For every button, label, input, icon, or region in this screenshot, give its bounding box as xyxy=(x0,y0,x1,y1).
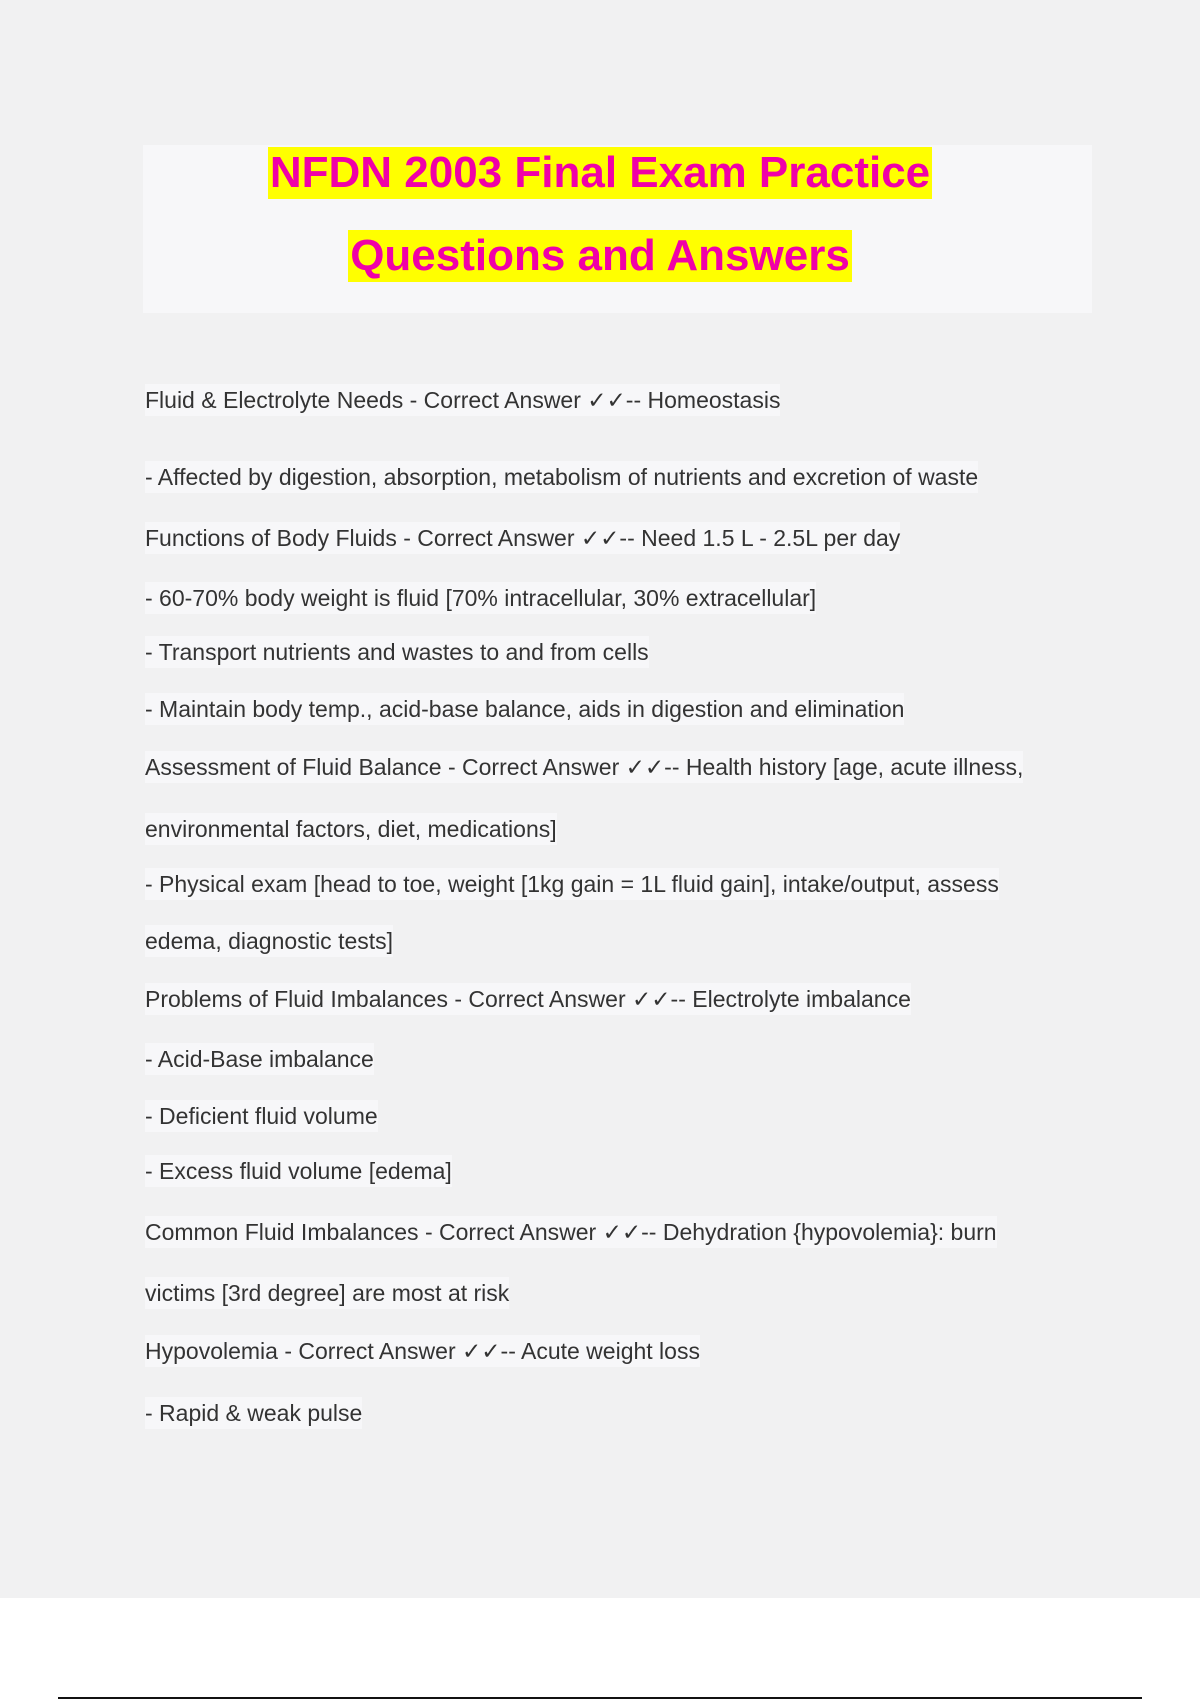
text-line: Problems of Fluid Imbalances - Correct Answer ✓✓-- Electrolyte imbalance xyxy=(145,983,911,1015)
footer-divider xyxy=(58,1697,1142,1699)
text-line: environmental factors, diet, medications] xyxy=(145,813,557,845)
text-line: - Excess fluid volume [edema] xyxy=(145,1155,452,1187)
text-line: Functions of Body Fluids - Correct Answer ✓✓-- Need 1.5 L - 2.5L per day xyxy=(145,522,900,554)
text-line: Assessment of Fluid Balance - Correct Answer ✓✓-- Health history [age, acute illness, xyxy=(145,751,1023,783)
document-title-line-1: NFDN 2003 Final Exam Practice xyxy=(269,148,931,197)
text-line: - Rapid & weak pulse xyxy=(145,1397,362,1429)
text-line: Hypovolemia - Correct Answer ✓✓-- Acute weight loss xyxy=(145,1335,700,1367)
text-line: Fluid & Electrolyte Needs - Correct Answer ✓✓-- Homeostasis xyxy=(145,384,780,416)
text-line: victims [3rd degree] are most at risk xyxy=(145,1277,509,1309)
title-row-2 xyxy=(0,230,1200,282)
text-line: - Deficient fluid volume xyxy=(145,1100,378,1132)
title-row-1 xyxy=(0,147,1200,199)
document-title-line-2: Questions and Answers xyxy=(350,231,850,280)
text-line: - Physical exam [head to toe, weight [1kg gain = 1L fluid gain], intake/output, assess xyxy=(145,868,999,900)
text-line: - Acid-Base imbalance xyxy=(145,1043,374,1075)
text-line: - 60-70% body weight is fluid [70% intracellular, 30% extracellular] xyxy=(145,582,816,614)
text-line: edema, diagnostic tests] xyxy=(145,925,393,957)
text-line: - Maintain body temp., acid-base balance, aids in digestion and elimination xyxy=(145,693,904,725)
text-line: Common Fluid Imbalances - Correct Answer ✓✓-- Dehydration {hypovolemia}: burn xyxy=(145,1216,997,1248)
text-line: - Transport nutrients and wastes to and from cells xyxy=(145,636,649,668)
text-line: - Affected by digestion, absorption, metabolism of nutrients and excretion of waste xyxy=(145,461,978,493)
